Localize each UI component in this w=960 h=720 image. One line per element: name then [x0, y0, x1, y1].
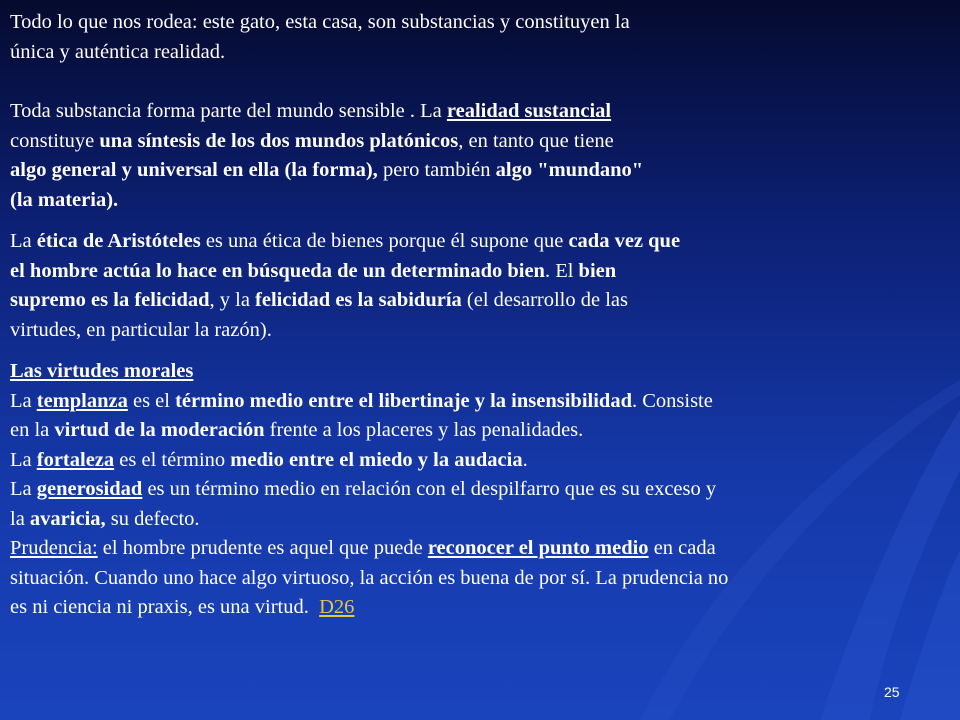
text-span: es el — [127, 389, 176, 412]
text-span: (el desarrollo de las — [461, 289, 628, 311]
text-span: es el término — [114, 448, 231, 471]
term-templanza: templanza — [36, 389, 128, 412]
bold-span: (la materia). — [10, 188, 119, 211]
text-span: La — [10, 389, 37, 412]
bold-span: virtud de la moderación — [54, 419, 265, 441]
text-span: Toda substancia forma parte del mundo sensible . La — [10, 100, 447, 122]
bold-span: ética de Aristóteles — [36, 230, 201, 252]
bold-span: felicidad es la sabiduría — [255, 289, 462, 311]
text-span: la — [10, 507, 30, 530]
bold-span: bien — [578, 259, 617, 282]
bold-span: algo general y universal en ella (la forma), — [10, 159, 378, 181]
bold-span: una síntesis de los dos mundos platónicos — [99, 129, 459, 152]
bold-span: algo "mundano" — [495, 159, 644, 181]
paragraph-substance-synthesis — [10, 97, 940, 215]
slide-body — [10, 8, 940, 623]
text-span: Todo lo que nos rodea: este gato, esta casa, son substancias y constituyen la — [10, 11, 630, 33]
text-span: constituye — [10, 129, 100, 152]
term-punto-medio: reconocer el punto medio — [427, 537, 649, 559]
text-span: . — [522, 448, 528, 471]
bold-span: supremo es la felicidad — [10, 289, 210, 311]
text-span: es un término medio en relación con el despilfarro que es su exceso y — [142, 478, 717, 500]
text-span: su defecto. — [105, 507, 200, 530]
bold-span: avaricia, — [29, 507, 106, 530]
text-span: La — [10, 448, 37, 471]
text-span: es una ética de bienes porque él supone que — [200, 230, 569, 252]
bold-span: término medio entre el libertinaje y la insensibilidad — [175, 389, 632, 412]
text-span: situación. Cuando uno hace algo virtuoso, la acción es buena de por sí. La prudencia no — [10, 566, 729, 589]
text-span: en cada — [648, 537, 716, 559]
section-heading-virtudes-morales: Las virtudes morales — [10, 360, 194, 382]
paragraph-aristotle-ethics — [10, 227, 940, 345]
text-span: frente a los placeres y las penalidades. — [264, 419, 584, 441]
text-span: La — [10, 230, 37, 252]
term-fortaleza: fortaleza — [36, 448, 115, 471]
text-span: , en tanto que tiene — [458, 129, 614, 152]
text-span: es ni ciencia ni praxis, es una virtud. — [10, 596, 320, 618]
text-span: en la — [10, 419, 55, 441]
page-number: 25 — [884, 684, 900, 700]
text-span: pero también — [377, 159, 496, 181]
text-span: única y auténtica realidad. — [10, 40, 226, 63]
paragraph-substance-intro — [10, 8, 940, 67]
term-prudencia: Prudencia: — [10, 537, 98, 559]
text-span: virtudes, en particular la razón). — [10, 318, 272, 341]
text-span: el hombre prudente es aquel que puede — [97, 537, 428, 559]
link-d26[interactable]: D26 — [319, 596, 355, 618]
text-span: . Consiste — [631, 389, 713, 412]
text-span: La — [10, 478, 37, 500]
paragraph-moral-virtues — [10, 357, 940, 623]
text-span: , y la — [209, 289, 256, 311]
bold-span: el hombre actúa lo hace en búsqueda de un determinado bien — [10, 259, 545, 282]
term-realidad-sustancial: realidad sustancial — [446, 100, 612, 122]
term-generosidad: generosidad — [36, 478, 143, 500]
bold-span: medio entre el miedo y la audacia — [230, 448, 523, 471]
bold-span: cada vez que — [568, 230, 681, 252]
text-span: . El — [544, 259, 579, 282]
